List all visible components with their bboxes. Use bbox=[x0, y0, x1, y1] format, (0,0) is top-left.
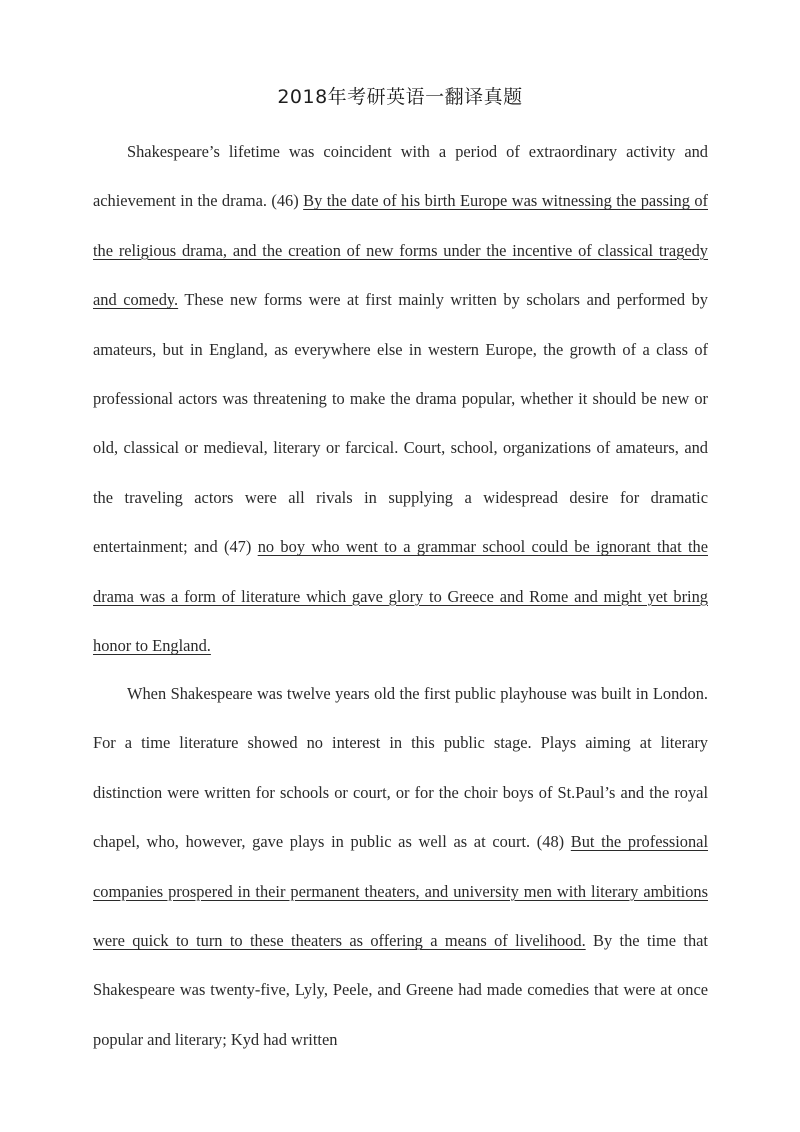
underlined-sentence-46: By the date of his birth Europe was witnessing the passing of the religious drama, and the creation of new forms under the incentive of classical tragedy and comedy. bbox=[93, 191, 708, 310]
underlined-sentence-48: But the professional companies prospered in their permanent theaters, and university men with literary ambitions were quick to turn to these theaters as offering a means of livelihood. bbox=[93, 832, 709, 951]
text-segment: By the time that Shakespeare was twenty-five, Lyly, Peele, and Greene had made comedies that were at once popular and literary; Kyd had written bbox=[93, 931, 708, 1049]
text-segment: When Shakespeare was twelve years old the first public playhouse was built in London. For a time literature showed no interest in this public stage. Plays aiming at literary distinction were written for schools or court, or for the choir boys of St.Paul’s and the royal chapel, who, however, gave plays in public as well as at court. (48) bbox=[93, 684, 708, 852]
text-segment: These new forms were at first mainly written by scholars and performed by amateurs, but in England, as everywhere else in western Europe, the growth of a class of professional actors was threatening to make the drama popular, whether it should be new or old, classical or medieval, literary or farcical. Court, school, organizations of amateurs, and the traveling actors were all rivals in supplying a widespread desire for dramatic entertainment; and (47) bbox=[93, 290, 708, 557]
document-title: 2018年考研英语一翻译真题 bbox=[277, 86, 523, 108]
text-segment: Shakespeare’s lifetime was coincident with a period of extraordinary activity and achievement in the drama. (46) bbox=[93, 142, 708, 211]
paragraph-2 bbox=[93, 669, 708, 1064]
underlined-sentence-47: no boy who went to a grammar school could be ignorant that the drama was a form of literature which gave glory to Greece and Rome and might yet bring honor to England. bbox=[93, 537, 708, 656]
paragraph-1 bbox=[93, 127, 708, 670]
